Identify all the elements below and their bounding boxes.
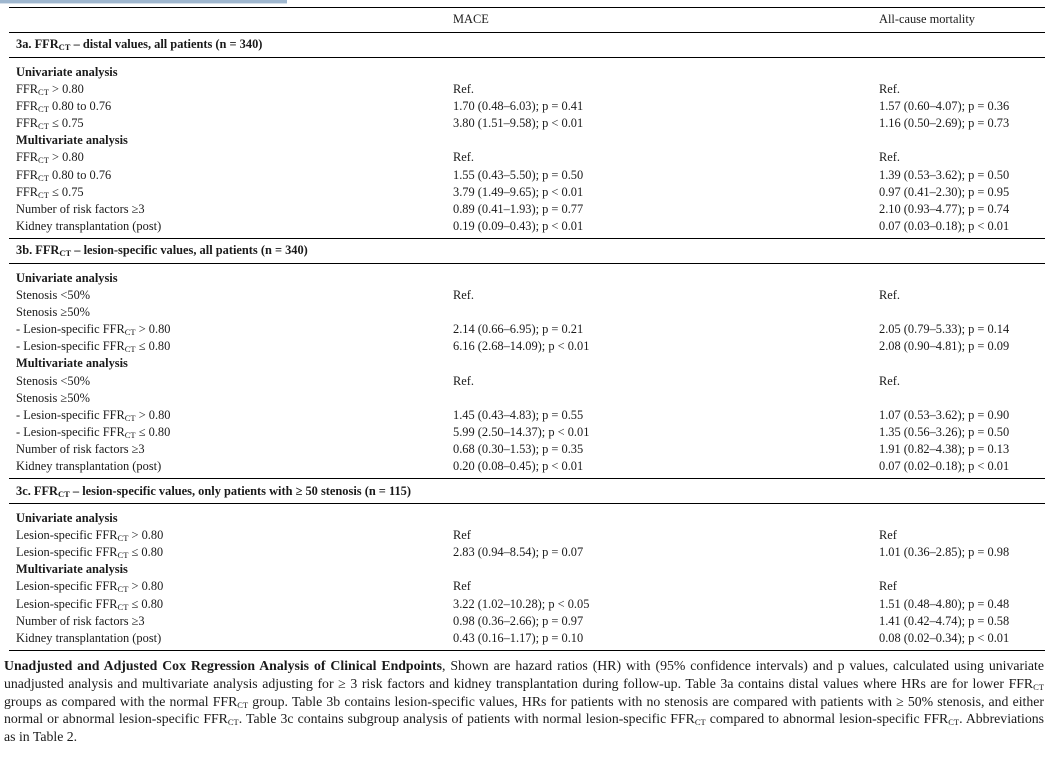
table-caption [4,657,1044,746]
variable-label-text: - Lesion-specific FFR [16,339,125,354]
mortality-value: 2.08 (0.90–4.81); p = 0.09 [879,339,1010,354]
analysis-group-label: Univariate analysis [16,511,118,526]
mace-value: 0.43 (0.16–1.17); p = 0.10 [446,630,872,651]
variable-label-text: Kidney transplantation (post) [16,458,162,473]
caption-sub: CT [694,717,706,728]
variable-label-text: Lesion-specific FFR [16,545,118,560]
caption-text-1: , Shown are hazard ratios (HR) with (95% confidence intervals) and p values, calculated using univariate unadjusted analysis and multivariate analysis adjusting for ≥ 3 risk factors and kidney transplantation during follow-up. Table 3a contains distal values where HRs are for lower FFR [4,658,1044,691]
ffr-subscript: CT [117,584,129,595]
variable-label [9,201,446,218]
section-title-prefix: 3a. FFR [16,37,59,52]
variable-label-text: Kidney transplantation (post) [16,630,162,645]
variable-label [9,407,446,424]
mortality-value: Ref. [879,373,900,388]
variable-label [9,338,446,355]
header-mortality: All-cause mortality [872,8,1045,33]
mortality-value: 0.07 (0.02–0.18); p < 0.01 [872,458,1045,479]
variable-label-suffix: ≤ 0.80 [135,339,171,354]
mortality-value: 1.35 (0.56–3.26); p = 0.50 [879,424,1010,439]
mace-value [446,390,872,407]
table-body [9,8,1045,651]
variable-label-text: - Lesion-specific FFR [16,424,125,439]
mace-value: 0.20 (0.08–0.45); p < 0.01 [446,458,872,479]
variable-label [9,167,446,184]
table-row [9,596,1045,613]
variable-label [9,218,446,239]
analysis-group-label: Multivariate analysis [16,356,128,371]
section-title-suffix: – lesion-specific values, only patients with ≥ 50 stenosis (n = 115) [69,483,411,498]
mortality-value: Ref [879,528,897,543]
ffr-subscript: CT [38,155,49,166]
ffr-subscript: CT [117,533,129,544]
variable-label [9,544,446,561]
variable-label-text: FFR [16,167,39,182]
analysis-group-row [9,510,1045,527]
table-row [9,390,1045,407]
mace-value: 0.19 (0.09–0.43); p < 0.01 [446,218,872,239]
table-row [9,201,1045,218]
variable-label-text: Stenosis <50% [16,288,91,303]
caption-sub: CT [948,717,960,728]
section-title-prefix: 3b. FFR [16,243,60,258]
analysis-group-row [9,355,1045,372]
variable-label-text: FFR [16,99,39,114]
table-row [9,321,1045,338]
mortality-value: 0.08 (0.02–0.34); p < 0.01 [872,630,1045,651]
caption-sub: CT [227,717,239,728]
mace-value: Ref. [453,82,474,97]
mace-value: 1.70 (0.48–6.03); p = 0.41 [453,99,584,114]
analysis-group-row [9,64,1045,81]
section-title [9,238,1045,263]
table-row [9,115,1045,132]
section-heading-row [9,479,1045,504]
caption-text-4: . Table 3c contains subgroup analysis of patients with normal lesion-specific FFR [238,711,695,727]
mace-value: 0.89 (0.41–1.93); p = 0.77 [453,201,584,216]
variable-label-suffix: > 0.80 [48,150,84,165]
variable-label-text: Number of risk factors ≥3 [16,201,145,216]
mortality-value: 1.57 (0.60–4.07); p = 0.36 [879,99,1010,114]
variable-label-text: Lesion-specific FFR [16,596,118,611]
variable-label-text: Number of risk factors ≥3 [16,441,145,456]
mortality-value [872,390,1045,407]
variable-label-text: Kidney transplantation (post) [16,218,162,233]
ffr-subscript: CT [124,327,136,338]
header-label-col [9,8,446,33]
mortality-value: 0.07 (0.03–0.18); p < 0.01 [872,218,1045,239]
variable-label-suffix: ≤ 0.80 [135,424,171,439]
variable-label [9,287,446,304]
variable-label-text: FFR [16,82,39,97]
variable-label-text: Stenosis ≥50% [16,305,90,320]
mace-value: 2.83 (0.94–8.54); p = 0.07 [453,545,584,560]
mace-value: 3.22 (1.02–10.28); p < 0.05 [453,596,590,611]
section-title [9,479,1045,504]
variable-label [9,304,446,321]
variable-label-suffix: > 0.80 [48,82,84,97]
mortality-value [872,304,1045,321]
variable-label [9,596,446,613]
mace-value: 3.79 (1.49–9.65); p < 0.01 [453,184,584,199]
mortality-value: 1.16 (0.50–2.69); p = 0.73 [879,116,1010,131]
table-row [9,630,1045,651]
variable-label-text: Lesion-specific FFR [16,528,118,543]
variable-label-text: FFR [16,116,39,131]
table-row [9,167,1045,184]
caption-title: Unadjusted and Adjusted Cox Regression Analysis of Clinical Endpoints [4,658,442,673]
table-row [9,218,1045,239]
variable-label-suffix: ≤ 0.75 [48,184,84,199]
table-row [9,578,1045,595]
mace-value: Ref. [453,373,474,388]
variable-label-text: Number of risk factors ≥3 [16,613,145,628]
analysis-group-label: Multivariate analysis [16,133,128,148]
mortality-value: 1.91 (0.82–4.38); p = 0.13 [879,441,1010,456]
analysis-group-label: Univariate analysis [16,270,118,285]
ffr-subscript: CT [38,172,49,183]
variable-label-suffix: 0.80 to 0.76 [48,99,112,114]
ffr-subscript: CT [124,429,136,440]
variable-label-suffix: ≤ 0.80 [128,545,164,560]
ffr-subscript: CT [38,189,49,200]
mace-value: 0.98 (0.36–2.66); p = 0.97 [453,613,584,628]
ffr-subscript: CT [57,488,70,499]
mortality-value: Ref. [879,150,900,165]
variable-label [9,390,446,407]
mortality-value: 1.01 (0.36–2.85); p = 0.98 [879,545,1010,560]
mace-value: 6.16 (2.68–14.09); p < 0.01 [453,339,590,354]
section-title-suffix: – lesion-specific values, all patients (n = 340) [71,243,308,258]
ffr-subscript: CT [59,248,72,259]
table-row [9,407,1045,424]
variable-label-suffix: > 0.80 [135,407,171,422]
section-title [9,33,1045,58]
variable-label-suffix: > 0.80 [128,579,164,594]
variable-label-suffix: > 0.80 [135,322,171,337]
table-row [9,424,1045,441]
ffr-subscript: CT [117,550,129,561]
variable-label [9,441,446,458]
variable-label [9,81,446,98]
table-header-row [9,8,1045,33]
variable-label-text: - Lesion-specific FFR [16,322,125,337]
mace-value: Ref [453,528,471,543]
regression-table [9,7,1045,651]
variable-label-suffix: ≤ 0.75 [48,116,84,131]
variable-label [9,578,446,595]
variable-label-text: Lesion-specific FFR [16,579,118,594]
ffr-subscript: CT [38,87,49,98]
variable-label [9,527,446,544]
table-row [9,81,1045,98]
analysis-group-label: Univariate analysis [16,65,118,79]
table-row [9,287,1045,304]
mace-value [446,304,872,321]
analysis-group-row [9,561,1045,578]
mace-value: Ref. [453,288,474,303]
variable-label [9,98,446,115]
table-row [9,98,1045,115]
analysis-group-row [9,270,1045,287]
section-title-prefix: 3c. FFR [16,483,58,498]
ffr-subscript: CT [124,344,136,355]
variable-label [9,115,446,132]
caption-sub: CT [237,699,249,710]
header-mace: MACE [446,8,872,33]
variable-label-suffix: 0.80 to 0.76 [48,167,112,182]
mortality-value: 1.07 (0.53–3.62); p = 0.90 [879,407,1010,422]
variable-label [9,149,446,166]
mace-value: 1.45 (0.43–4.83); p = 0.55 [453,407,584,422]
caption-text-2: groups as compared with the normal FFR [4,693,238,709]
mortality-value: Ref. [879,288,900,303]
analysis-group-label: Multivariate analysis [16,562,128,577]
caption-sub: CT [1033,681,1044,692]
analysis-group-row [9,132,1045,149]
variable-label [9,613,446,630]
ffr-subscript: CT [38,121,49,132]
mace-value: 3.80 (1.51–9.58); p < 0.01 [453,116,584,131]
mortality-value: 1.41 (0.42–4.74); p = 0.58 [879,613,1010,628]
caption-text-5: compared to abnormal lesion-specific FFR [705,711,949,727]
table-row [9,458,1045,479]
variable-label-text: FFR [16,184,39,199]
mortality-value: 1.39 (0.53–3.62); p = 0.50 [879,167,1010,182]
section-heading-row [9,238,1045,263]
table-row [9,304,1045,321]
mortality-value: 0.97 (0.41–2.30); p = 0.95 [879,184,1010,199]
top-accent-line [0,3,287,4]
mortality-value: 2.10 (0.93–4.77); p = 0.74 [879,201,1010,216]
mortality-value: 2.05 (0.79–5.33); p = 0.14 [879,322,1010,337]
table-row [9,613,1045,630]
variable-label-suffix: ≤ 0.80 [128,596,164,611]
mortality-value: 1.51 (0.48–4.80); p = 0.48 [879,596,1010,611]
mace-value: Ref [453,579,471,594]
table-row [9,373,1045,390]
variable-label [9,458,446,479]
ffr-subscript: CT [58,42,71,53]
variable-label [9,630,446,651]
mortality-value: Ref. [879,82,900,97]
table-row [9,149,1045,166]
variable-label-suffix: > 0.80 [128,528,164,543]
variable-label [9,184,446,201]
table-row [9,544,1045,561]
variable-label-text: FFR [16,150,39,165]
variable-label [9,321,446,338]
variable-label-text: Stenosis <50% [16,373,91,388]
table-row [9,338,1045,355]
ffr-subscript: CT [124,412,136,423]
table-row [9,184,1045,201]
ffr-subscript: CT [117,601,129,612]
variable-label-text: Stenosis ≥50% [16,390,90,405]
caption-text-3: group. Table 3b contains lesion-specific values, HRs for patients with no stenosis are compared with patients with ≥ 50% stenosis, and either normal or abnormal lesion-specific FFR [4,693,1044,727]
variable-label [9,373,446,390]
variable-label [9,424,446,441]
mace-value: 5.99 (2.50–14.37); p < 0.01 [453,424,590,439]
section-title-suffix: – distal values, all patients (n = 340) [70,37,263,52]
mace-value: 0.68 (0.30–1.53); p = 0.35 [453,441,584,456]
section-heading-row [9,33,1045,58]
mortality-value: Ref [879,579,897,594]
variable-label-text: - Lesion-specific FFR [16,407,125,422]
table-row [9,527,1045,544]
table-row [9,441,1045,458]
caption-text-6: . Abbreviations as in Table 2. [4,711,1044,745]
mace-value: 1.55 (0.43–5.50); p = 0.50 [453,167,584,182]
ffr-subscript: CT [38,104,49,115]
mace-value: 2.14 (0.66–6.95); p = 0.21 [453,322,584,337]
mace-value: Ref. [453,150,474,165]
